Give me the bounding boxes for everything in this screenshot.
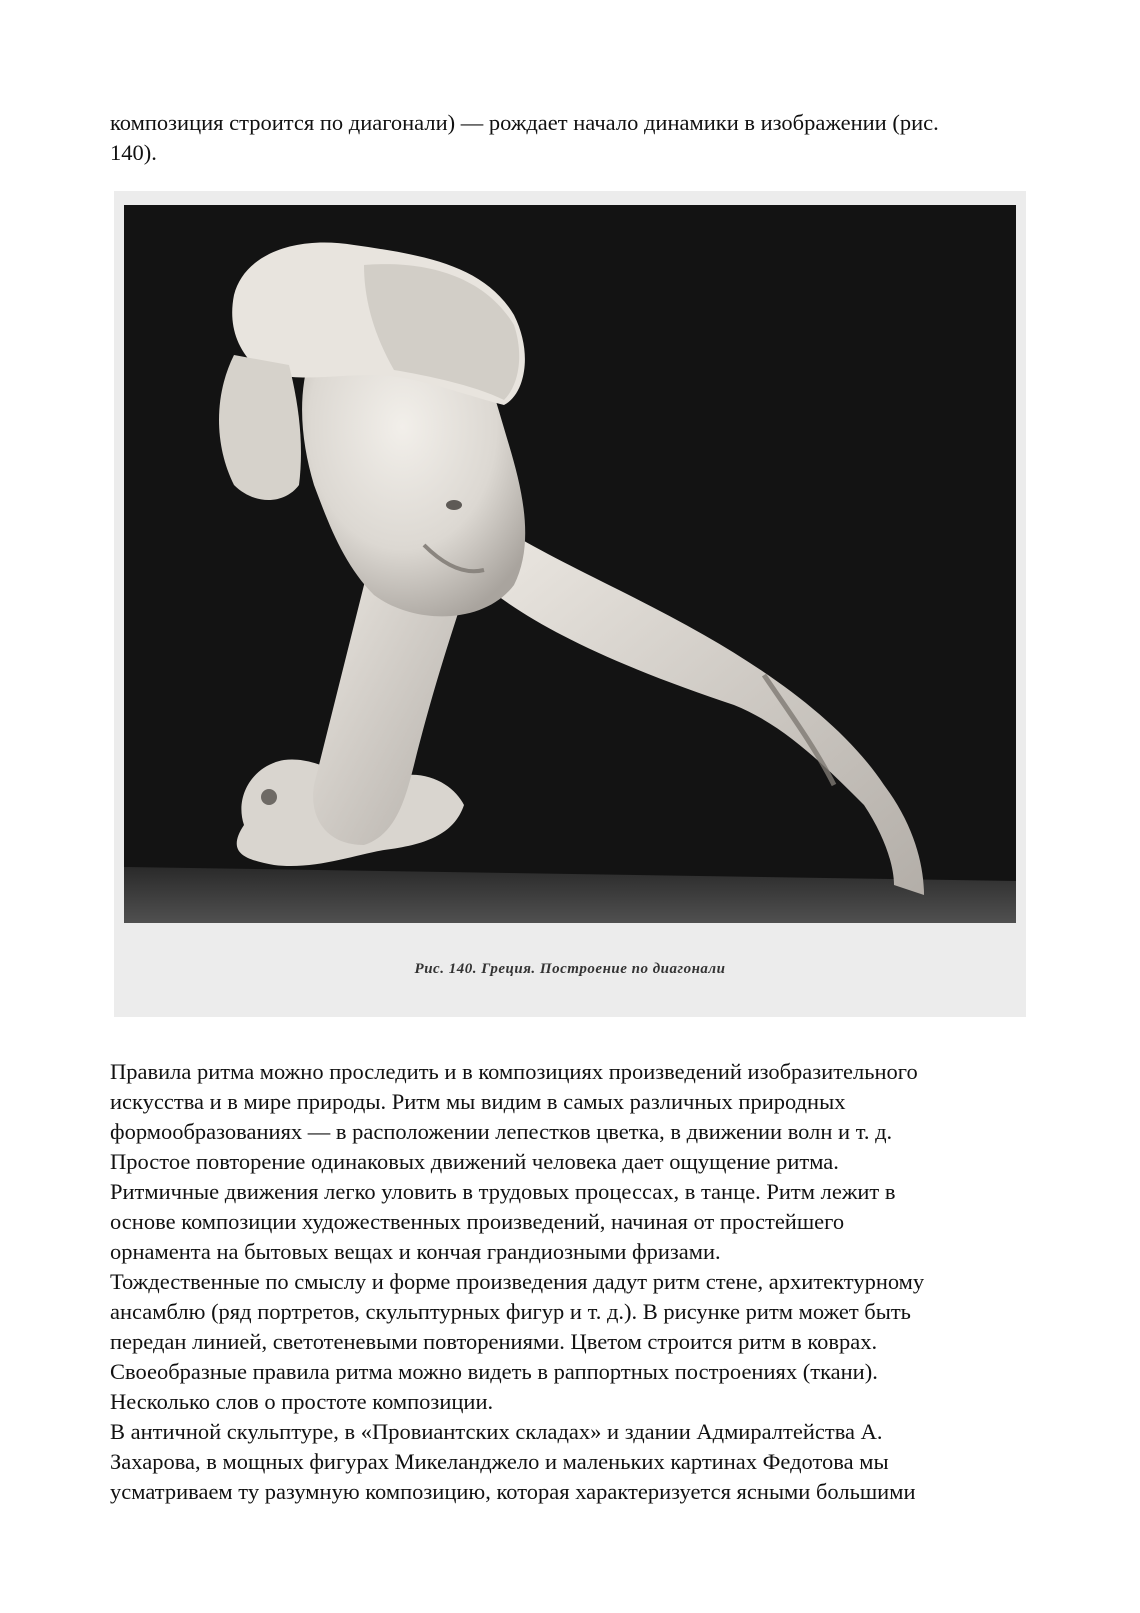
text-line: Захарова, в мощных фигурах Микеланджело и маленьких картинах Федотова мы [110,1449,889,1474]
text-line: орнамента на бытовых вещах и кончая грандиозными фризами. [110,1239,721,1264]
body-paragraph [110,1057,1030,1507]
text-line: В античной скульптуре, в «Провиантских складах» и здании Адмиралтейства А. [110,1419,883,1444]
text-line: Правила ритма можно проследить и в композициях произведений изобразительного [110,1059,918,1084]
figure-140 [114,191,1026,1017]
text-line: передан линией, светотеневыми повторениями. Цветом строится ритм в коврах. [110,1329,878,1354]
arm-stump [219,355,301,500]
figure-caption: Рис. 140. Греция. Построение по диагонали [414,961,726,977]
text-line: ансамблю (ряд портретов, скульптурных фигур и т. д.). В рисунке ритм может быть [110,1299,911,1324]
top-paragraph [110,108,1030,168]
navel [446,500,462,510]
text-line: Своеобразные правила ритма можно видеть в раппортных построениях (ткани). [110,1359,878,1384]
text-line: усматриваем ту разумную композицию, которая характеризуется ясными большими [110,1479,916,1504]
text-line: искусства и в мире природы. Ритм мы видим в самых различных природных [110,1089,846,1114]
text-line: Ритмичные движения легко уловить в трудовых процессах, в танце. Ритм лежит в [110,1179,896,1204]
dolphin-eye [261,789,277,805]
text-line: основе композиции художественных произведений, начиная от простейшего [110,1209,845,1234]
text-line: композиция строится по диагонали) — рождает начало динамики в изображении (рис. [110,110,939,135]
sculpture-photo [124,205,1016,923]
text-line: Простое повторение одинаковых движений человека дает ощущение ритма. [110,1149,839,1174]
text-line: формообразованиях — в расположении лепестков цветка, в движении волн и т. д. [110,1119,893,1144]
text-line: Тождественные по смыслу и форме произведения дадут ритм стене, архитектурному [110,1269,925,1294]
text-line: 140). [110,140,157,165]
text-line: Несколько слов о простоте композиции. [110,1389,494,1414]
